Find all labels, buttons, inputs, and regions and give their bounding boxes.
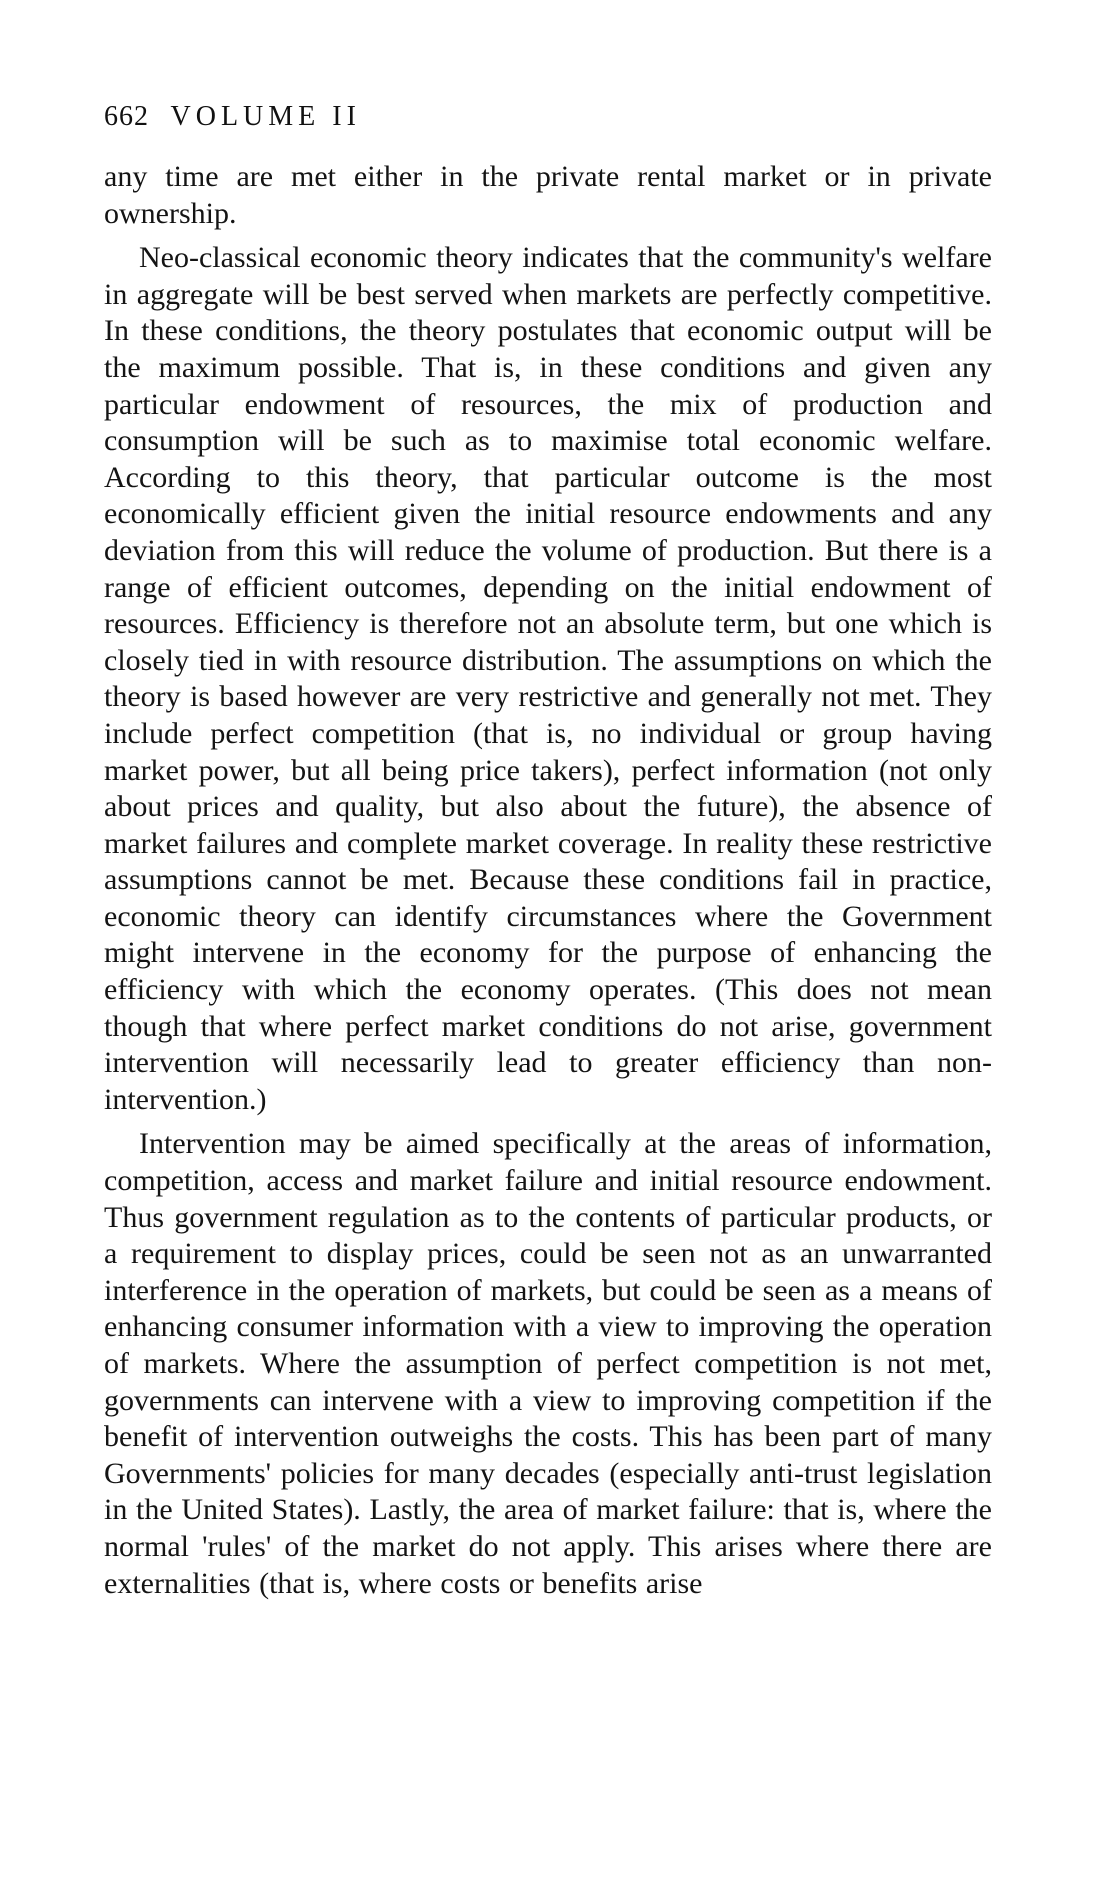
body-text (104, 159, 992, 1610)
paragraph-intervention: Intervention may be aimed specifically at the areas of information, competition, access and market failure and initial resource endowment. Thus government regulation as to the contents of particular products, or a requirement to display prices, could be seen not as an unwarranted interference in the operation of markets, but could be seen as a means of enhancing consumer information with a view to improving the operation of markets. Where the assumption of perfect competition is not met, governments can intervene with a view to improving competition if the benefit of intervention outweighs the costs. This has been part of many Governments' policies for many decades (especially anti-trust legislation in the United States). Lastly, the area of market failure: that is, where the normal 'rules' of the market do not apply. This arises where there are externalities (that is, where costs or benefits arise (104, 1127, 992, 1600)
paragraph-continued: any time are met either in the private rental market or in private ownership. (104, 160, 992, 230)
running-head (104, 95, 361, 139)
running-title: VOLUME II (170, 101, 361, 132)
page-number: 662 (104, 101, 149, 132)
paragraph-neo-classical-theory: Neo-classical economic theory indicates that the community's welfare in aggregate will be best served when markets are perfectly competitive. In these conditions, the theory postulates that economic output will be the maximum possible. That is, in these conditions and given any particular endowment of resources, the mix of production and consumption will be such as to maximise total economic welfare. According to this theory, that particular outcome is the most economically efficient given the initial resource endowments and any deviation from this will reduce the volume of production. But there is a range of efficient outcomes, depending on the initial endowment of resources. Efficiency is therefore not an absolute term, but one which is closely tied in with resource distribution. The assumptions on which the theory is based however are very restrictive and generally not met. They include perfect competition (that is, no individual or group having market power, but all being price takers), perfect information (not only about prices and quality, but also about the future), the absence of market failures and complete market coverage. In reality these restrictive assumptions cannot be met. Because these conditions fail in practice, economic theory can identify circumstances where the Government might intervene in the economy for the purpose of enhancing the efficiency with which the economy operates. (This does not mean though that where perfect market conditions do not arise, government intervention will necessarily lead to greater efficiency than non-intervention.) (104, 241, 992, 1116)
